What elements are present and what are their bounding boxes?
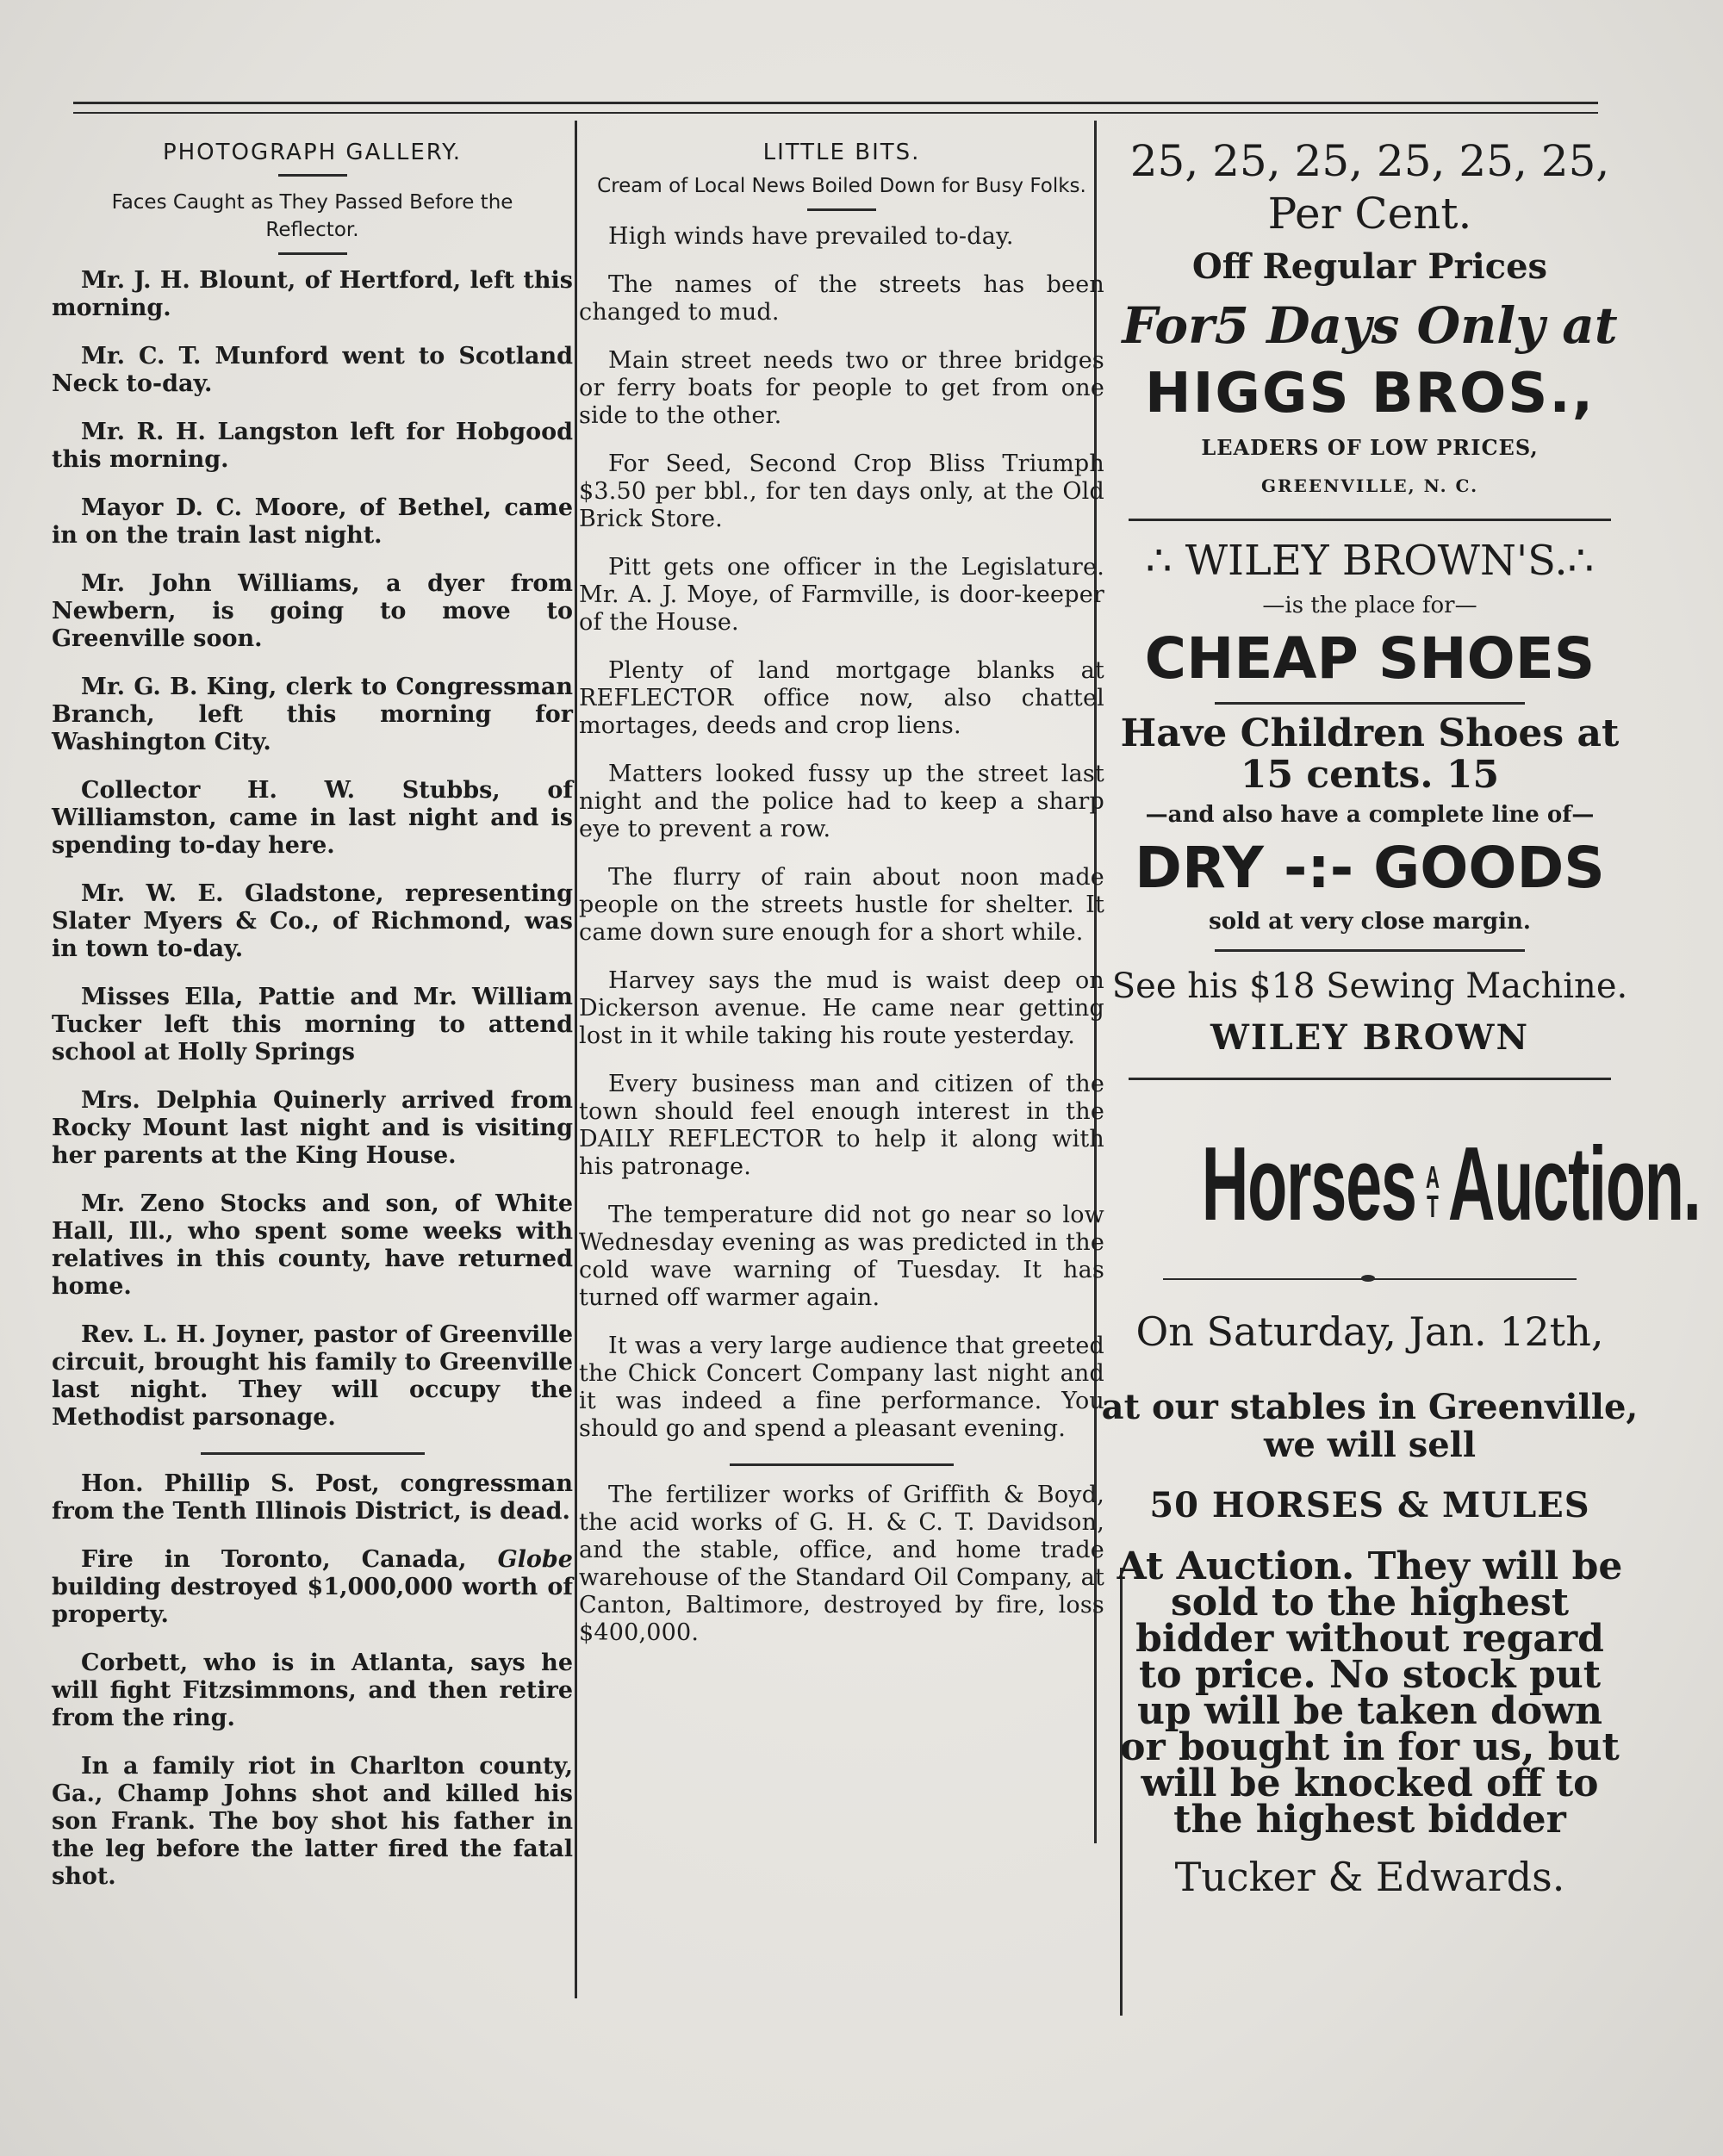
fire-text-italic: Globe (497, 1546, 573, 1573)
auction-location: at our stables in Greenville, we will sell (1101, 1387, 1639, 1465)
section-divider (201, 1452, 425, 1455)
little-bits-column (579, 121, 1104, 1668)
dry-goods: DRY -:- GOODS (1135, 835, 1605, 901)
personal-item: Mayor D. C. Moore, of Bethel, came in on the train last night. (52, 494, 573, 549)
place-for: —is the place for— (1262, 593, 1477, 618)
off-regular-prices: Off Regular Prices (1191, 246, 1548, 287)
horses-auction-ad (1098, 1097, 1701, 1907)
children-shoes: Have Children Shoes at 15 cents. 15 (1120, 711, 1620, 797)
local-item: For Seed, Second Crop Bliss Triumph $3.50 per bbl., for ten days only, at the Old Brick Store. (579, 450, 1104, 532)
higgs-tagline: LEADERS OF LOW PRICES, (1201, 435, 1539, 460)
auction-terms: At Auction. They will be sold to the highest bidder without regard to price. No stock put up will be taken down or bought in for us, but will be knocked off to the highest bidder (1117, 1544, 1623, 1842)
section-divider (730, 1463, 954, 1466)
discount-numbers: 25, 25, 25, 25, 25, 25, (1129, 136, 1610, 186)
fire-text-start: Fire in Toronto, Canada, (81, 1546, 498, 1573)
photograph-gallery-column (52, 121, 573, 1911)
news-item: The fertilizer works of Griffith & Boyd, the acid works of G. H. & C. T. Davidson, and the stable, office, and home trade warehouse of the Standard Oil Company, at Canton, Baltimore, destroyed by fire, loss $400,000. (579, 1482, 1104, 1646)
local-item: Harvey says the mud is waist deep on Dickerson avenue. He came near getting lost in it while taking his route yesterday. (579, 967, 1104, 1049)
personal-item: Mrs. Delphia Quinerly arrived from Rocky Mount last night and is visiting her parents at the King House. (52, 1087, 573, 1169)
personal-item: Mr. R. H. Langston left for Hobgood this morning. (52, 419, 573, 473)
local-item: The temperature did not go near so low Wednesday evening as was predicted in the cold wave warning of Tuesday. It has turned off warmer again. (579, 1202, 1104, 1311)
headline-auction: Auction. (1447, 1125, 1701, 1242)
divider (278, 252, 347, 255)
column-heading: LITTLE BITS. (762, 140, 921, 165)
personal-item: Mr. C. T. Munford went to Scotland Neck to-day. (52, 343, 573, 397)
complete-line: —and also have a complete line of— (1145, 802, 1595, 828)
ad-divider (1215, 702, 1525, 705)
column-divider-1 (575, 121, 577, 1998)
headline-horses: Horses (1201, 1125, 1416, 1242)
headline-at-t: T (1427, 1188, 1438, 1224)
higgs-bros-ad (1098, 136, 1641, 505)
per-cent: Per Cent. (1267, 189, 1472, 239)
local-item: High winds have prevailed to-day. (608, 223, 1014, 250)
news-item: Corbett, who is in Atlanta, says he will fight Fitzsimmons, and then retire from the ring. (52, 1650, 573, 1731)
top-rule-secondary (73, 112, 1598, 114)
personal-item: Collector H. W. Stubbs, of Williamston, came in last night and is spending to-day here. (52, 777, 573, 859)
horses-and-mules: 50 HORSES & MULES (1149, 1485, 1590, 1525)
five-days-only: For5 Days Only at (1122, 296, 1618, 355)
local-item: Plenty of land mortgage blanks at REFLECTOR office now, also chattel mortages, deeds and crop liens. (579, 657, 1104, 739)
column-subheading: Faces Caught as They Passed Before the Reflector. (111, 191, 513, 241)
column-heading: PHOTOGRAPH GALLERY. (162, 140, 463, 165)
wiley-brown-signature: WILEY BROWN (1210, 1017, 1530, 1058)
top-rule (73, 102, 1598, 104)
local-item: The names of the streets has been changed to mud. (579, 271, 1104, 326)
cheap-shoes: CHEAP SHOES (1144, 625, 1595, 692)
ad-divider (1129, 519, 1611, 521)
column-subheading: Cream of Local News Boiled Down for Busy Folks. (597, 175, 1086, 197)
local-item: Pitt gets one officer in the Legislature. Mr. A. J. Moye, of Farmville, is door-keeper of the House. (579, 554, 1104, 636)
ad-divider (1129, 1078, 1611, 1080)
higgs-bros-name: HIGGS BROS., (1145, 362, 1595, 426)
divider (807, 208, 876, 211)
local-item: Matters looked fussy up the street last night and the police had to keep a sharp eye to prevent a row. (579, 761, 1104, 842)
news-item: In a family riot in Charlton county, Ga., Champ Johns shot and killed his son Frank. The boy shot his father in the leg before the latter fired the fatal shot. (52, 1753, 573, 1890)
personal-item: Mr. J. H. Blount, of Hertford, left this morning. (52, 267, 573, 321)
news-item-toronto-fire (52, 1546, 573, 1629)
local-item: It was a very large audience that greeted the Chick Concert Company last night and it was indeed a fine performance. You should go and spend a pleasant evening. (579, 1333, 1104, 1442)
personal-item: Mr. W. E. Gladstone, representing Slater Myers & Co., of Richmond, was in town to-day. (52, 880, 573, 962)
personal-item: Mr. G. B. King, clerk to Congressman Branch, left this morning for Washington City. (52, 674, 573, 755)
advertisements-column (1098, 121, 1701, 1907)
news-item: Hon. Phillip S. Post, congressman from the Tenth Illinois District, is dead. (52, 1470, 573, 1525)
fire-text-end: building destroyed $1,000,000 worth of property. (52, 1574, 573, 1628)
ad-divider (1215, 949, 1525, 952)
personal-item: Misses Ella, Pattie and Mr. William Tucker left this morning to attend school at Holly Springs (52, 984, 573, 1066)
divider (278, 174, 347, 177)
close-margin: sold at very close margin. (1209, 909, 1531, 935)
headline-at (1425, 1159, 1439, 1224)
horses-at-auction-headline (1201, 1097, 1701, 1270)
local-item: The flurry of rain about noon made people on the streets hustle for shelter. It came down sure enough for a short while. (579, 864, 1104, 946)
personal-item: Mr. Zeno Stocks and son, of White Hall, Ill., who spent some weeks with relatives in this county, have returned home. (52, 1190, 573, 1300)
local-item: Every business man and citizen of the town should feel enough interest in the DAILY REFLECTOR to help it along with his patronage. (579, 1071, 1104, 1180)
wiley-brown-ad (1098, 535, 1641, 1064)
auction-signature: Tucker & Edwards. (1174, 1854, 1565, 1900)
local-item: Main street needs two or three bridges or ferry boats for people to get from one side to the other. (579, 347, 1104, 429)
personal-item: Rev. L. H. Joyner, pastor of Greenville circuit, brought his family to Greenville last night. They will occupy the Methodist parsonage. (52, 1321, 573, 1431)
sewing-machine: See his $18 Sewing Machine. (1111, 966, 1628, 1006)
headline-at-a: A (1425, 1159, 1439, 1195)
ornamental-rule (1163, 1278, 1577, 1280)
personal-item: Mr. John Williams, a dyer from Newbern, is going to move to Greenville soon. (52, 570, 573, 652)
wiley-brown-heading: ∴ WILEY BROWN'S.∴ (1145, 537, 1595, 585)
higgs-location: GREENVILLE, N. C. (1260, 475, 1479, 496)
auction-date: On Saturday, Jan. 12th, (1135, 1308, 1604, 1355)
